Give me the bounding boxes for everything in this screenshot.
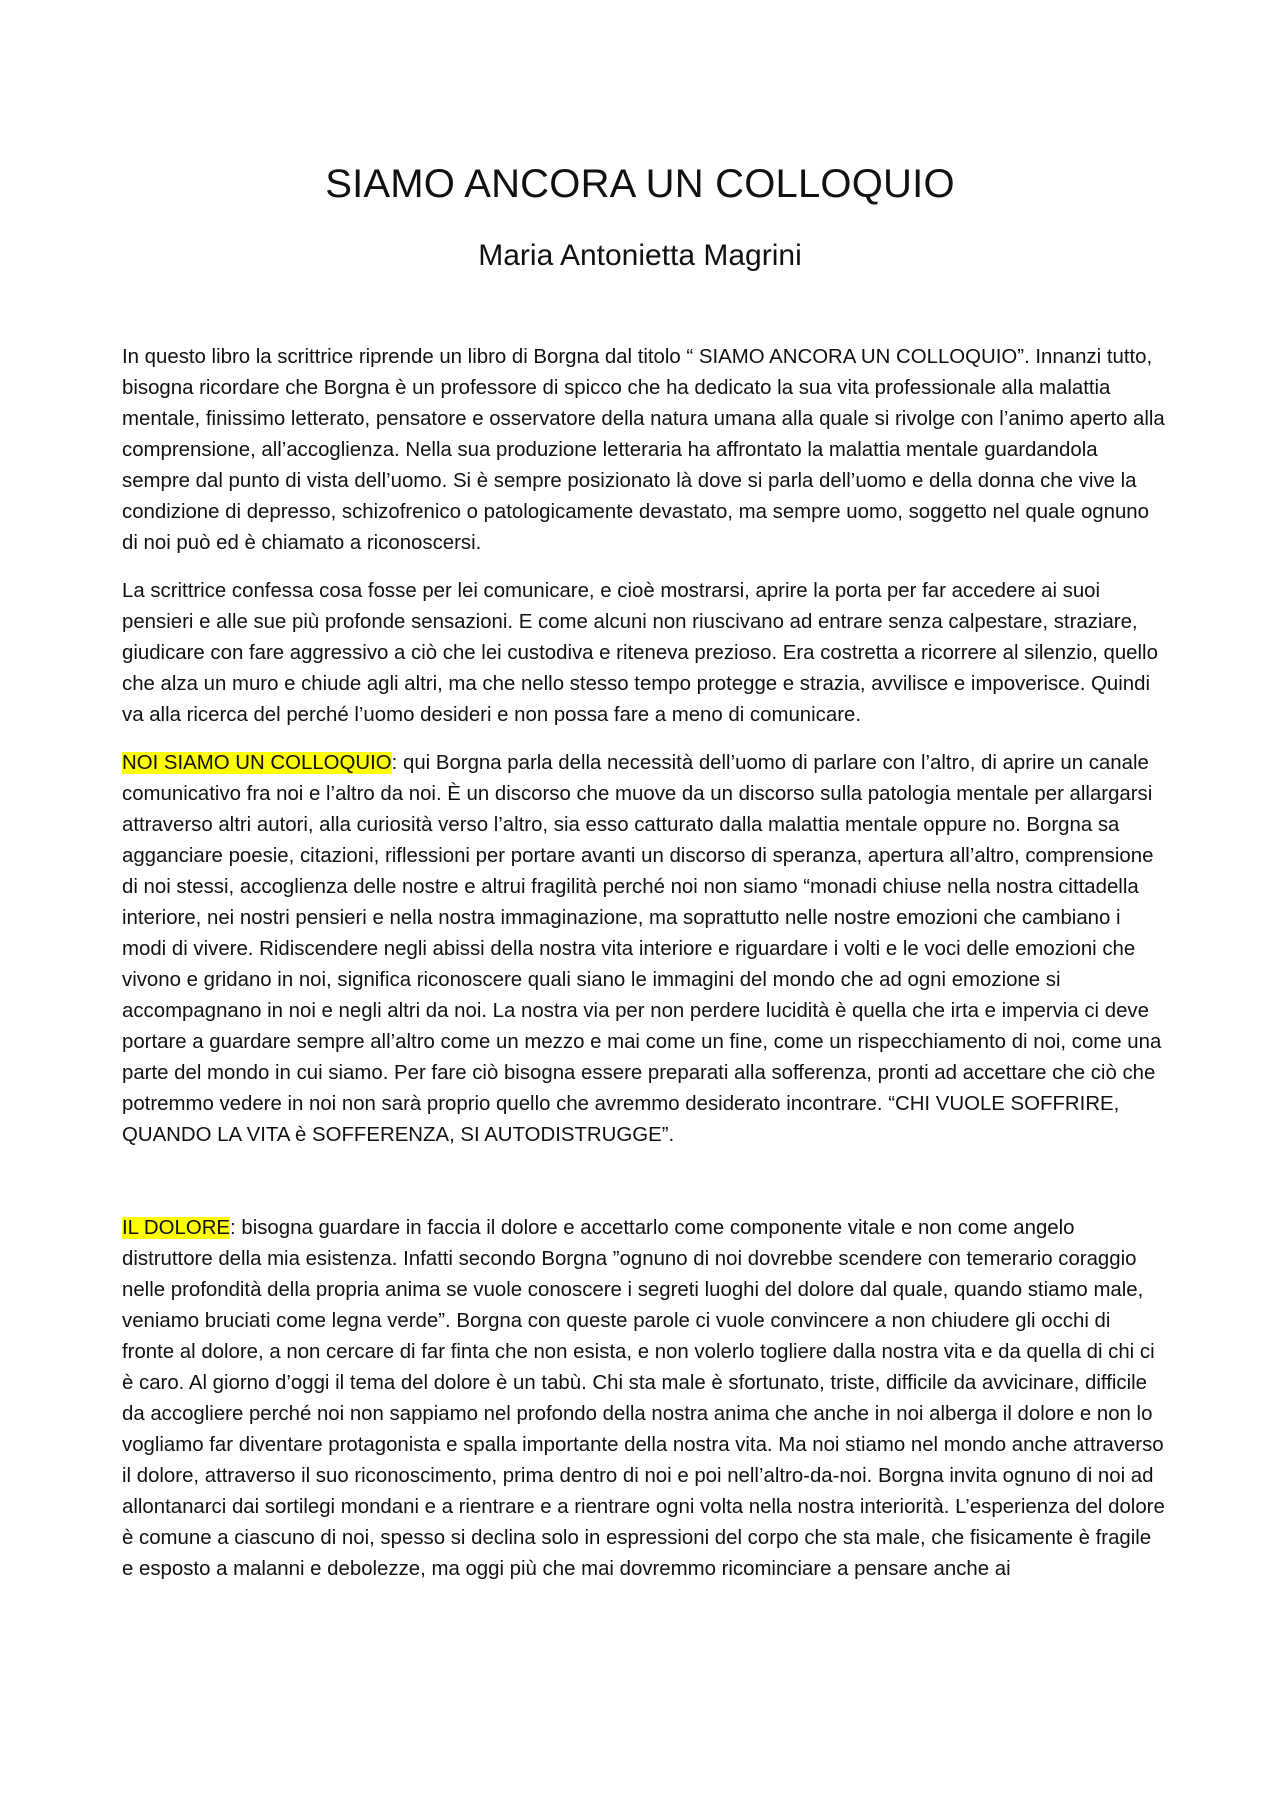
paragraph-text: : bisogna guardare in faccia il dolore e accettarlo come componente vitale e non come angelo distruttore della mia esistenza. Infatti secondo Borgna ”ognuno di noi dovrebbe scendere con temerario coraggio nelle profondità della propria anima se vuole conoscere i segreti luoghi del dolore dal quale, quando stiamo male, veniamo bruciati come legna verde”. Borgna con queste parole ci vuole convincere a non chiudere gli occhi di fronte al dolore, a non cercare di far finta che non esista, e non volerlo togliere dalla nostra vita e da quella di chi ci è caro. Al giorno d’oggi il tema del dolore è un tabù. Chi sta male è sfortunato, triste, difficile da avvicinare, difficile da accogliere perché noi non sappiamo nel profondo della nostra anima che anche in noi alberga il dolore e non lo vogliamo far diventare protagonista e spalla importante della nostra vita. Ma noi stiamo nel mondo anche attraverso il dolore, attraverso il suo riconoscimento, prima dentro di noi e poi nell’altro-da-noi. Borgna invita ognuno di noi ad allontanarci dai sortilegi mondani e a rientrare e a rientrare ogni volta nella nostra interiorità. L’esperienza del dolore è comune a ciascuno di noi, spesso si declina solo in espressioni del corpo che sta male, che fisicamente è fragile e esposto a malanni e debolezze, ma oggi più che mai dovremmo ricominciare a pensare anche ai <box>122 1217 1165 1580</box>
paragraph-colloquio <box>122 748 1168 1151</box>
paragraph-text: In questo libro la scrittrice riprende un libro di Borgna dal titolo “ SIAMO ANCORA UN COLLOQUIO”. Innanzi tutto, bisogna ricordare che Borgna è un professore di spicco che ha dedicato la sua vita professionale alla malattia mentale, finissimo letterato, pensatore e osservatore della natura umana alla quale si rivolge con l’animo aperto alla comprensione, all’accoglienza. Nella sua produzione letteraria ha affrontato la malattia mentale guardandola sempre dal punto di vista dell’uomo. Si è sempre posizionato là dove si parla dell’uomo e della donna che vive la condizione di depresso, schizofrenico o patologicamente devastato, ma sempre uomo, soggetto nel quale ognuno di noi può ed è chiamato a riconoscersi. <box>122 346 1165 554</box>
document-author: Maria Antonietta Magrini <box>478 239 802 272</box>
paragraph-text: La scrittrice confessa cosa fosse per lei comunicare, e cioè mostrarsi, aprire la porta per far accedere ai suoi pensieri e alle sue più profonde sensazioni. E come alcuni non riuscivano ad entrare senza calpestare, straziare, giudicare con fare aggressivo a ciò che lei custodiva e riteneva prezioso. Era costretta a ricorrere al silenzio, quello che alza un muro e chiude agli altri, ma che nello stesso tempo protegge e strazia, avvilisce e impoverisce. Quindi va alla ricerca del perché l’uomo desideri e non possa fare a meno di comunicare. <box>122 580 1158 726</box>
highlighted-heading: NOI SIAMO UN COLLOQUIO <box>122 752 392 774</box>
document-body <box>122 342 1168 1602</box>
paragraph-intro <box>122 342 1168 559</box>
document-title: SIAMO ANCORA UN COLLOQUIO <box>325 162 955 206</box>
paragraph-dolore <box>122 1213 1168 1585</box>
highlighted-heading: IL DOLORE <box>122 1217 231 1239</box>
paragraph-communication <box>122 576 1168 731</box>
paragraph-text: : qui Borgna parla della necessità dell’uomo di parlare con l’altro, di aprire un canale comunicativo fra noi e l’altro da noi. È un discorso che muove da un discorso sulla patologia mentale per allargarsi attraverso altri autori, alla curiosità verso l’altro, sia esso catturato dalla malattia mentale oppure no. Borgna sa agganciare poesie, citazioni, riflessioni per portare avanti un discorso di speranza, apertura all’altro, comprensione di noi stessi, accoglienza delle nostre e altrui fragilità perché noi non siamo “monadi chiuse nella nostra cittadella interiore, nei nostri pensieri e nella nostra immaginazione, ma soprattutto nelle nostre emozioni che cambiano i modi di vivere. Ridiscendere negli abissi della nostra vita interiore e riguardare i volti e le voci delle emozioni che vivono e gridano in noi, significa riconoscere quali siano le immagini del mondo che ad ogni emozione si accompagnano in noi e negli altri da noi. La nostra via per non perdere lucidità è quella che irta e impervia ci deve portare a guardare sempre all’altro come un mezzo e mai come un fine, come un rispecchiamento di noi, come una parte del mondo in cui siamo. Per fare ciò bisogna essere preparati alla sofferenza, pronti ad accettare che ciò che potremmo vedere in noi non sarà proprio quello che avremmo desiderato incontrare. “CHI VUOLE SOFFRIRE, QUANDO LA VITA è SOFFERENZA, SI AUTODISTRUGGE”. <box>122 752 1162 1146</box>
